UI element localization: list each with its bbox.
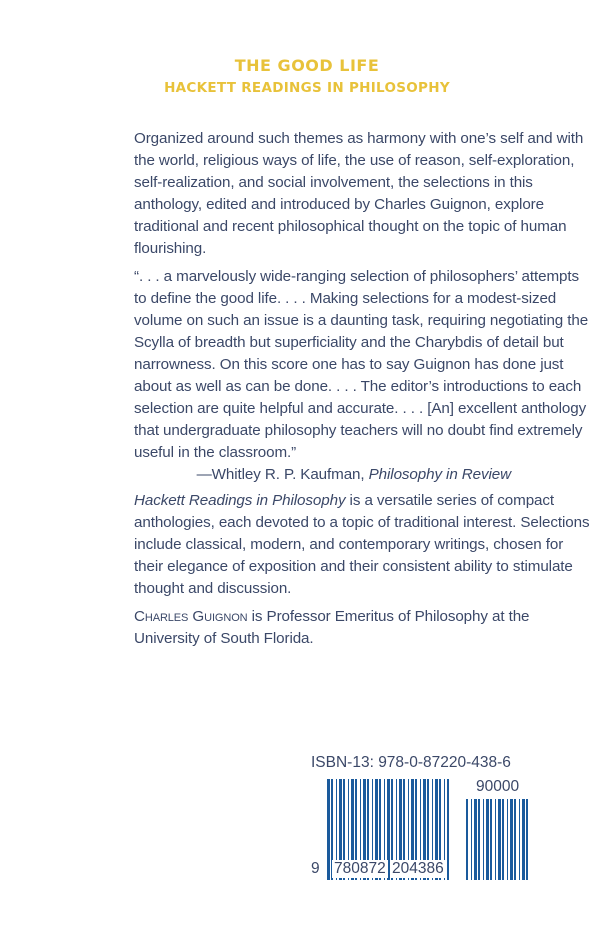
barcode-bar: [502, 799, 504, 880]
barcode-bar: [483, 799, 484, 880]
barcode-digit-lead: 9: [311, 860, 320, 877]
barcode-bar: [474, 799, 477, 880]
barcode-bar: [327, 779, 330, 880]
barcode-bar: [522, 799, 525, 880]
text-line: traditional and recent philosophical thought on the topic of human: [134, 218, 567, 235]
text-line: the world, religious ways of life, the use of reason, self-exploration,: [134, 152, 575, 169]
barcode-bar: [471, 799, 472, 880]
barcode-digits-left: 780872: [334, 860, 386, 877]
price-code: 90000: [476, 778, 520, 795]
barcode-digits-right: 204386: [392, 860, 444, 877]
author-bio: Charles Guignon is Professor Emeritus of Philosophy at the University of South Florida.: [134, 608, 530, 647]
text-line: include classical, modern, and contemporary writings, chosen for: [134, 536, 564, 553]
text-line: volume on such an issue is a daunting task, requiring negotiating the: [134, 312, 589, 329]
barcode-bar: [495, 799, 496, 880]
author-name: Charles Guignon: [134, 608, 248, 625]
barcode-bar: [490, 799, 492, 880]
text-line: anthologies, each devoted to a topic of traditional interest. Selections: [134, 514, 590, 531]
text-line: flourishing.: [134, 240, 207, 257]
text-line: to define the good life. . . . Making selections for a modest-sized: [134, 290, 557, 307]
text-line: their elegance of exposition and their consistent ability to stimulate: [134, 558, 573, 575]
barcode-bar: [526, 799, 528, 880]
barcode-bar: [519, 799, 520, 880]
barcode-bar: [514, 799, 516, 880]
text-line: Organized around such themes as harmony with one’s self and with: [134, 130, 584, 147]
text-line: anthology, edited and introduced by Charles Guignon, explore: [134, 196, 544, 213]
barcode-bar: [498, 799, 501, 880]
text-line: narrowness. On this score one has to say Guignon has done just: [134, 356, 564, 373]
text-line: about as well as can be done. . . . The editor’s introductions to each: [134, 378, 582, 395]
barcode-bar: [486, 799, 489, 880]
text-line: selection are quite helpful and accurate. . . . [An] excellent anthology: [134, 400, 587, 417]
text-line: “. . . a marvelously wide-ranging selection of philosophers’ attempts: [134, 268, 580, 285]
text-line: Scylla of breadth but superficiality and the Charybdis of detail but: [134, 334, 564, 351]
barcode-bar: [507, 799, 508, 880]
series-title: HACKETT READINGS IN PHILOSOPHY: [164, 80, 450, 96]
text-line: useful in the classroom.”: [134, 444, 297, 461]
series-name: Hackett Readings in Philosophy: [134, 492, 346, 509]
barcode-bar: [447, 779, 449, 880]
barcode-bar: [510, 799, 513, 880]
quote-attribution: —Whitley R. P. Kaufman, Philosophy in Review: [196, 466, 511, 483]
text-line: that undergraduate philosophy teachers will no doubt find extremely: [134, 422, 583, 439]
text-line: thought and discussion.: [134, 580, 292, 597]
text-line: self-realization, and social involvement, the selections in this: [134, 174, 533, 191]
isbn-label: ISBN-13: 978-0-87220-438-6: [311, 754, 511, 771]
barcode-bar: [478, 799, 480, 880]
book-title: THE GOOD LIFE: [234, 56, 380, 75]
series-description: Hackett Readings in Philosophy is a versatile series of compact anthologies, each devoted to a topic of traditional interest. Selections include classical, modern, and contemporary writings, chosen for their elegance of exposition and their consistent ability to stimulate thought and discussion.: [134, 490, 534, 600]
barcode-bar: [466, 799, 468, 880]
